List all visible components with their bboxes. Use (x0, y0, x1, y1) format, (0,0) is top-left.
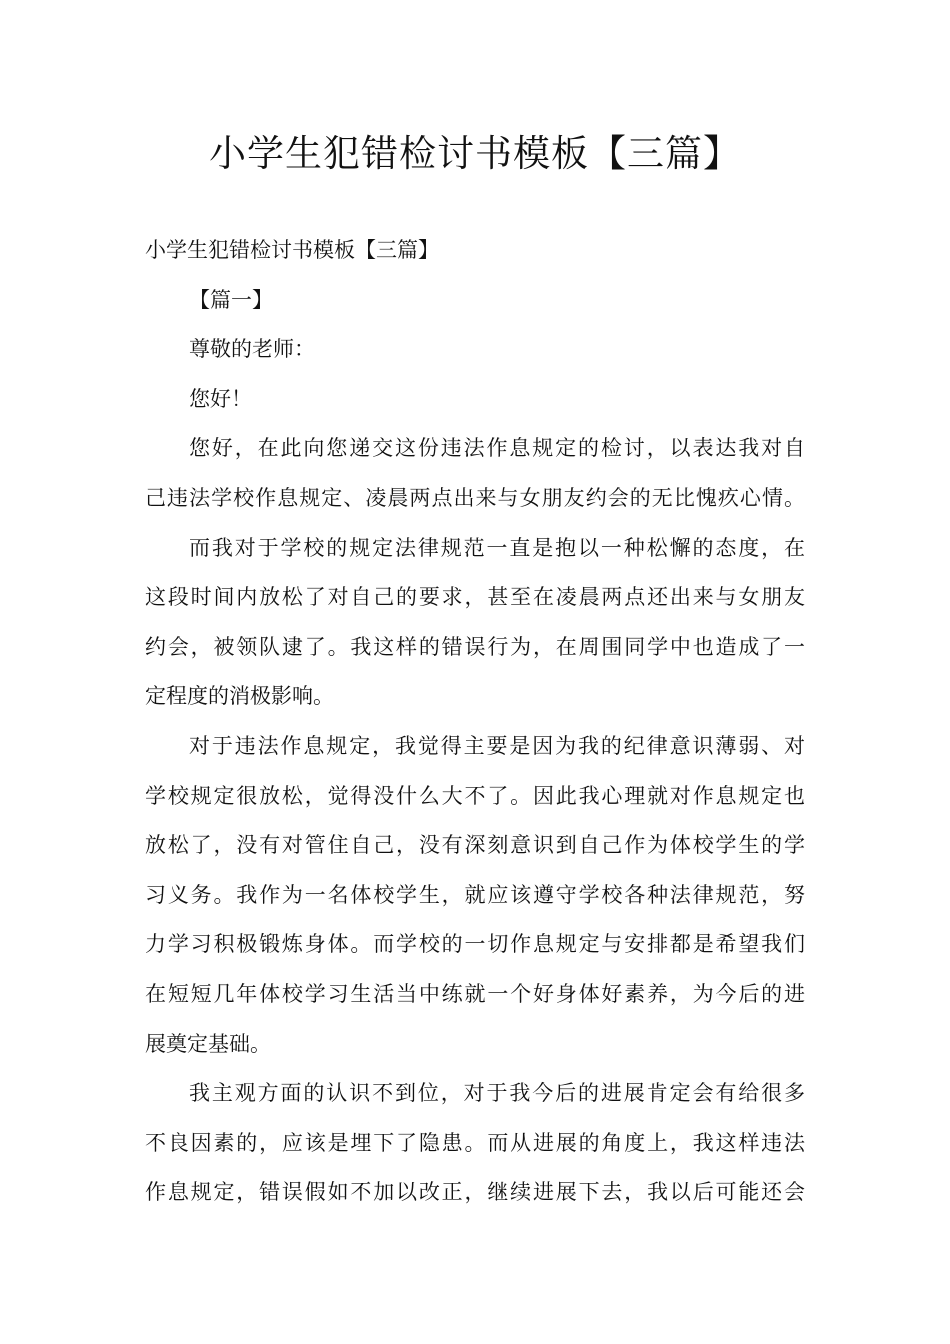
paragraph-line: 这段时间内放松了对自己的要求，甚至在凌晨两点还出来与女朋友 (145, 585, 805, 610)
paragraph-line: 放松了，没有对管住自己，没有深刻意识到自己作为体校学生的学 (145, 833, 805, 858)
paragraph-line: 约会，被领队逮了。我这样的错误行为，在周围同学中也造成了一 (145, 634, 805, 659)
paragraph-line: 不良因素的，应该是埋下了隐患。而从进展的角度上，我这样违法 (145, 1130, 805, 1155)
paragraph-line: 您好，在此向您递交这份违法作息规定的检讨，以表达我对自 (189, 436, 805, 461)
paragraph-line: 定程度的消极影响。 (145, 684, 334, 709)
document-title: 小学生犯错检讨书模板【三篇】 (209, 132, 741, 175)
paragraph-line: 作息规定，错误假如不加以改正，继续进展下去，我以后可能还会 (145, 1180, 805, 1205)
salutation-line: 尊敬的老师： (189, 337, 315, 362)
subtitle-line: 小学生犯错检讨书模板【三篇】 (145, 238, 439, 262)
paragraph-line: 习义务。我作为一名体校学生，就应该遵守学校各种法律规范，努 (145, 882, 805, 907)
paragraph-line: 而我对于学校的规定法律规范一直是抱以一种松懈的态度，在 (189, 535, 805, 560)
paragraph-line: 力学习积极锻炼身体。而学校的一切作息规定与安排都是希望我们 (145, 932, 805, 957)
paragraph-line: 己违法学校作息规定、凌晨两点出来与女朋友约会的无比愧疚心情。 (145, 485, 805, 510)
greeting-line: 您好！ (189, 386, 252, 411)
paragraph-line: 对于违法作息规定，我觉得主要是因为我的纪律意识薄弱、对 (189, 733, 805, 758)
paragraph-line: 我主观方面的认识不到位，对于我今后的进展肯定会有给很多 (189, 1081, 805, 1106)
document-body (145, 226, 805, 1218)
paragraph-line: 在短短几年体校学习生活当中练就一个好身体好素养，为今后的进 (145, 981, 805, 1006)
paragraph-line: 展奠定基础。 (145, 1031, 271, 1056)
paragraph-line: 学校规定很放松，觉得没什么大不了。因此我心理就对作息规定也 (145, 783, 805, 808)
section-label: 【篇一】 (189, 287, 273, 312)
